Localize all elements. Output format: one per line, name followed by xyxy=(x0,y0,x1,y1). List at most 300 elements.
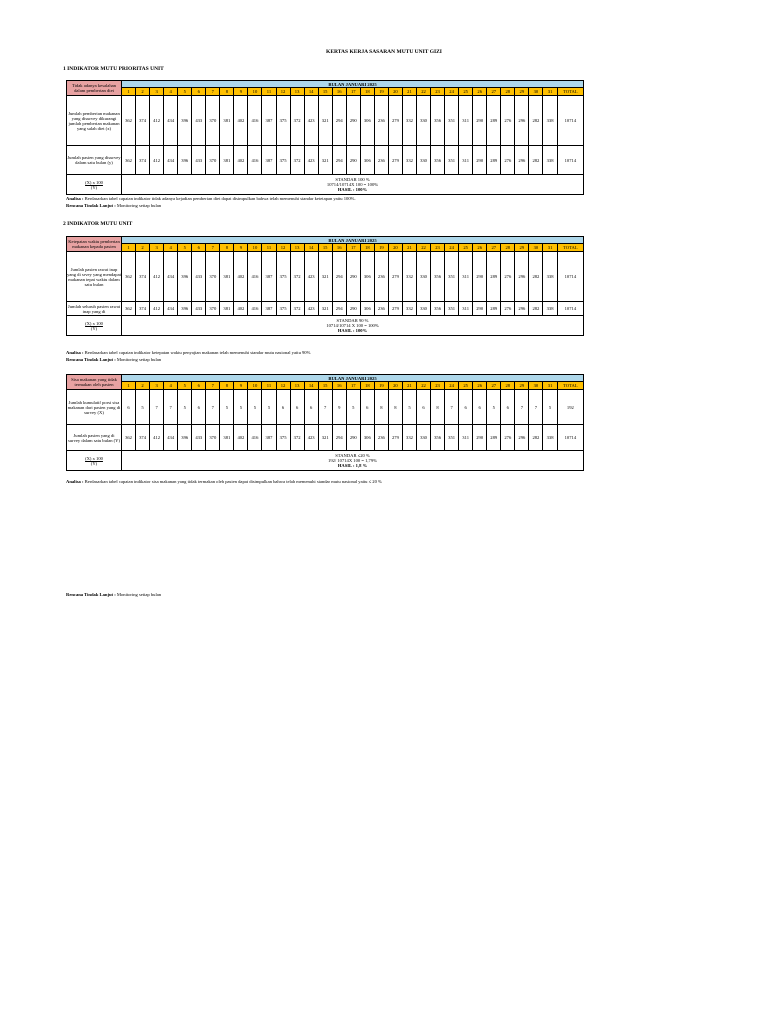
day-header: 29 xyxy=(515,382,529,390)
day-header: 3 xyxy=(150,382,164,390)
numerator-cell: 375 xyxy=(276,252,290,302)
denominator-cell: 294 xyxy=(332,302,346,316)
denominator-cell: 423 xyxy=(304,425,318,451)
numerator-cell: 351 xyxy=(445,96,459,146)
denominator-cell: 289 xyxy=(487,302,501,316)
numerator-cell: 294 xyxy=(332,252,346,302)
numerator-total: 10714 xyxy=(557,252,583,302)
day-header: 6 xyxy=(192,382,206,390)
day-header: 8 xyxy=(220,88,234,96)
numerator-cell: 7 xyxy=(164,390,178,425)
denominator-cell: 279 xyxy=(388,146,402,175)
day-header: 29 xyxy=(515,88,529,96)
day-header: 22 xyxy=(416,382,430,390)
numerator-cell: 5 xyxy=(136,390,150,425)
numerator-cell: 7 xyxy=(515,390,529,425)
numerator-cell: 362 xyxy=(122,96,136,146)
numerator-cell: 8 xyxy=(374,390,388,425)
day-header: 9 xyxy=(234,244,248,252)
numerator-cell: 375 xyxy=(276,96,290,146)
day-header: 5 xyxy=(178,88,192,96)
section-1-title: 1 INDIKATOR MUTU PRIORITAS UNIT xyxy=(63,66,164,72)
day-header: 10 xyxy=(248,382,262,390)
denominator-cell: 321 xyxy=(318,302,332,316)
numerator-cell: 5 xyxy=(178,390,192,425)
denominator-cell: 279 xyxy=(388,425,402,451)
day-header: 31 xyxy=(543,244,557,252)
standard: STANDAR ≤20 % xyxy=(335,453,370,458)
denominator-cell: 412 xyxy=(150,302,164,316)
numerator-cell: 290 xyxy=(346,96,360,146)
numerator-cell: 402 xyxy=(234,96,248,146)
numerator-cell: 372 xyxy=(290,252,304,302)
denominator-cell: 370 xyxy=(206,302,220,316)
day-header: 15 xyxy=(318,382,332,390)
numerator-cell: 434 xyxy=(164,252,178,302)
day-header: 13 xyxy=(290,88,304,96)
denominator-label: Jumlah pasien yang disurvey dalam satu bulan (y) xyxy=(67,146,122,175)
numerator-cell: 330 xyxy=(416,252,430,302)
denominator-cell: 375 xyxy=(276,425,290,451)
day-header: 10 xyxy=(248,88,262,96)
denominator-cell: 375 xyxy=(276,302,290,316)
numerator-cell: 279 xyxy=(388,96,402,146)
denominator-cell: 321 xyxy=(318,425,332,451)
denominator-cell: 362 xyxy=(122,146,136,175)
day-header: 9 xyxy=(234,88,248,96)
numerator-cell: 6 xyxy=(501,390,515,425)
day-header: 16 xyxy=(332,88,346,96)
numerator-cell: 370 xyxy=(206,252,220,302)
denominator-cell: 330 xyxy=(416,302,430,316)
numerator-cell: 387 xyxy=(262,252,276,302)
denominator-cell: 282 xyxy=(529,302,543,316)
denominator-cell: 362 xyxy=(122,302,136,316)
numerator-cell: 387 xyxy=(262,96,276,146)
day-header: 24 xyxy=(445,88,459,96)
day-header: 6 xyxy=(192,244,206,252)
numerator-cell: 290 xyxy=(346,252,360,302)
day-header: 27 xyxy=(487,88,501,96)
day-header: 17 xyxy=(346,88,360,96)
indicator-name: Ketepatan waktu pemberian makanan kepada pasien xyxy=(67,237,122,252)
denominator-cell: 412 xyxy=(150,146,164,175)
day-header: 28 xyxy=(501,244,515,252)
denominator-cell: 381 xyxy=(220,146,234,175)
indicator-3-table-wrap xyxy=(66,374,584,471)
denominator-cell: 375 xyxy=(276,146,290,175)
denominator-cell: 356 xyxy=(431,146,445,175)
denominator-cell: 402 xyxy=(234,425,248,451)
numerator-cell: 7 xyxy=(318,390,332,425)
denominator-cell: 306 xyxy=(360,302,374,316)
numerator-cell: 6 xyxy=(473,390,487,425)
denominator-cell: 321 xyxy=(318,146,332,175)
denominator-cell: 330 xyxy=(416,146,430,175)
denominator-cell: 356 xyxy=(431,302,445,316)
denominator-cell: 416 xyxy=(248,146,262,175)
denominator-cell: 423 xyxy=(304,146,318,175)
day-header: 2 xyxy=(136,244,150,252)
numerator-total: 192 xyxy=(557,390,583,425)
denominator-cell: 311 xyxy=(459,425,473,451)
day-header: 10 xyxy=(248,244,262,252)
day-header: 12 xyxy=(276,88,290,96)
day-header: 27 xyxy=(487,382,501,390)
numerator-cell: 276 xyxy=(501,252,515,302)
day-header: 13 xyxy=(290,244,304,252)
denominator-label: Jumlah pasien yang di survey dalam satu bulan (Y) xyxy=(67,425,122,451)
numerator-cell: 332 xyxy=(402,96,416,146)
denominator-cell: 294 xyxy=(332,146,346,175)
denominator-cell: 433 xyxy=(192,302,206,316)
denominator-cell: 416 xyxy=(248,302,262,316)
numerator-cell: 311 xyxy=(459,96,473,146)
day-header: 30 xyxy=(529,88,543,96)
numerator-cell: 289 xyxy=(487,252,501,302)
day-header: 4 xyxy=(164,244,178,252)
day-header: 28 xyxy=(501,382,515,390)
day-header: 25 xyxy=(459,88,473,96)
denominator-cell: 381 xyxy=(220,302,234,316)
numerator-cell: 370 xyxy=(206,96,220,146)
numerator-cell: 321 xyxy=(318,252,332,302)
numerator-cell: 332 xyxy=(402,252,416,302)
numerator-cell: 6 xyxy=(276,390,290,425)
denominator-cell: 338 xyxy=(543,146,557,175)
denominator-cell: 338 xyxy=(543,425,557,451)
day-header: 19 xyxy=(374,88,388,96)
denominator-cell: 433 xyxy=(192,146,206,175)
indicator-table xyxy=(66,236,584,336)
numerator-cell: 7 xyxy=(445,390,459,425)
numerator-label: Jumlah kumulatif porsi sisa makanan dari pasien yang di survey (X) xyxy=(67,390,122,425)
day-header: 18 xyxy=(360,88,374,96)
numerator-cell: 374 xyxy=(136,96,150,146)
month-header: BULAN JANUARI 2025 xyxy=(122,375,584,382)
denominator-cell: 311 xyxy=(459,302,473,316)
denominator-cell: 402 xyxy=(234,302,248,316)
denominator-total: 10714 xyxy=(557,146,583,175)
numerator-cell: 412 xyxy=(150,252,164,302)
day-header: 16 xyxy=(332,382,346,390)
day-header: 26 xyxy=(473,244,487,252)
numerator-cell: 282 xyxy=(529,96,543,146)
day-header: 14 xyxy=(304,244,318,252)
numerator-cell: 306 xyxy=(360,96,374,146)
day-header: 11 xyxy=(262,88,276,96)
day-header: 18 xyxy=(360,244,374,252)
denominator-cell: 290 xyxy=(346,146,360,175)
numerator-cell: 381 xyxy=(220,252,234,302)
day-header: 7 xyxy=(206,382,220,390)
denominator-cell: 374 xyxy=(136,146,150,175)
numerator-label: Jumlah pemberian makanan yang disurvey dikurangi jumlah pemberian makanan yang salah diet (x) xyxy=(67,96,122,146)
day-header: 13 xyxy=(290,382,304,390)
numerator-cell: 321 xyxy=(318,96,332,146)
calculation: 192/ 10714X 100 = 1,79% xyxy=(328,458,377,463)
day-header: 14 xyxy=(304,88,318,96)
formula: (X) x 100 (Y) xyxy=(67,175,122,195)
denominator-cell: 433 xyxy=(192,425,206,451)
numerator-cell: 433 xyxy=(192,96,206,146)
numerator-cell: 294 xyxy=(332,96,346,146)
day-header: 23 xyxy=(431,244,445,252)
numerator-cell: 374 xyxy=(136,252,150,302)
day-header: 19 xyxy=(374,382,388,390)
numerator-cell: 6 xyxy=(459,390,473,425)
day-header: 15 xyxy=(318,88,332,96)
footer-plan: Rencana Tindak Lanjut : Monitoring setiap bulan xyxy=(66,592,162,597)
day-header: 30 xyxy=(529,382,543,390)
denominator-cell: 362 xyxy=(122,425,136,451)
indicator-1-table-wrap xyxy=(66,80,584,195)
numerator-cell: 236 xyxy=(374,96,388,146)
denominator-cell: 276 xyxy=(501,146,515,175)
day-header: 8 xyxy=(220,244,234,252)
day-header: 23 xyxy=(431,382,445,390)
day-header: 21 xyxy=(402,88,416,96)
day-header: 2 xyxy=(136,382,150,390)
result: HASIL : 100% xyxy=(337,187,368,192)
day-header: 7 xyxy=(206,244,220,252)
total-header: TOTAL xyxy=(557,244,583,252)
denominator-cell: 332 xyxy=(402,302,416,316)
numerator-cell: 5 xyxy=(402,390,416,425)
denominator-cell: 434 xyxy=(164,425,178,451)
numerator-cell: 290 xyxy=(473,252,487,302)
numerator-cell: 434 xyxy=(164,96,178,146)
analysis-2: Analisa : Berdasarkan tabel capaian indikator ketepatan waktu penyajian makanan telah memenuhi standar mutu nasional yaitu 90% xyxy=(66,350,311,355)
denominator-cell: 434 xyxy=(164,146,178,175)
numerator-cell: 9 xyxy=(332,390,346,425)
day-header: 19 xyxy=(374,244,388,252)
day-header: 27 xyxy=(487,244,501,252)
day-header: 21 xyxy=(402,382,416,390)
numerator-cell: 276 xyxy=(501,96,515,146)
numerator-cell: 296 xyxy=(515,96,529,146)
day-header: 5 xyxy=(178,382,192,390)
section-2-title: 2 INDIKATOR MUTU UNIT xyxy=(63,221,133,227)
numerator-cell: 423 xyxy=(304,252,318,302)
day-header: 4 xyxy=(164,88,178,96)
day-header: 24 xyxy=(445,244,459,252)
numerator-cell: 416 xyxy=(248,96,262,146)
denominator-cell: 306 xyxy=(360,425,374,451)
standard-result xyxy=(122,175,584,195)
denominator-cell: 356 xyxy=(431,425,445,451)
day-header: 22 xyxy=(416,244,430,252)
denominator-cell: 332 xyxy=(402,425,416,451)
day-header: 6 xyxy=(192,88,206,96)
analysis-3: Analisa : Berdasarkan tabel capaian indikator sisa makanan yang tidak termakan oleh pasien dapat disimpulkan bahwa telah memenuhi standar mutu nasional yaitu ≤ 20 % xyxy=(66,479,382,484)
denominator-cell: 396 xyxy=(178,425,192,451)
denominator-cell: 372 xyxy=(290,146,304,175)
day-header: 31 xyxy=(543,382,557,390)
numerator-cell: 423 xyxy=(304,96,318,146)
denominator-cell: 296 xyxy=(515,146,529,175)
day-header: 22 xyxy=(416,88,430,96)
numerator-cell: 416 xyxy=(248,252,262,302)
numerator-total: 10714 xyxy=(557,96,583,146)
indicator-2-table-wrap xyxy=(66,236,584,336)
day-header: 26 xyxy=(473,88,487,96)
numerator-cell: 5 xyxy=(220,390,234,425)
day-header: 2 xyxy=(136,88,150,96)
denominator-cell: 370 xyxy=(206,425,220,451)
denominator-cell: 351 xyxy=(445,146,459,175)
denominator-cell: 311 xyxy=(459,146,473,175)
numerator-cell: 396 xyxy=(178,96,192,146)
numerator-cell: 290 xyxy=(473,96,487,146)
denominator-cell: 412 xyxy=(150,425,164,451)
day-header: 4 xyxy=(164,382,178,390)
day-header: 5 xyxy=(178,244,192,252)
denominator-cell: 290 xyxy=(346,302,360,316)
numerator-cell: 412 xyxy=(150,96,164,146)
denominator-cell: 402 xyxy=(234,146,248,175)
numerator-cell: 396 xyxy=(178,252,192,302)
day-header: 1 xyxy=(122,88,136,96)
denominator-total: 10714 xyxy=(557,302,583,316)
numerator-cell: 338 xyxy=(543,96,557,146)
denominator-cell: 370 xyxy=(206,146,220,175)
denominator-cell: 306 xyxy=(360,146,374,175)
denominator-cell: 351 xyxy=(445,302,459,316)
denominator-cell: 338 xyxy=(543,302,557,316)
denominator-cell: 236 xyxy=(374,425,388,451)
denominator-cell: 387 xyxy=(262,425,276,451)
denominator-cell: 236 xyxy=(374,302,388,316)
numerator-cell: 282 xyxy=(529,252,543,302)
denominator-cell: 332 xyxy=(402,146,416,175)
numerator-cell: 338 xyxy=(543,252,557,302)
day-header: 21 xyxy=(402,244,416,252)
page-title: KERTAS KERJA SASARAN MUTU UNIT GIZI xyxy=(326,49,442,55)
result: HASIL : 100% xyxy=(337,328,368,333)
denominator-label: Jumlah seluruh pasien rawat inap yang di xyxy=(67,303,121,314)
numerator-cell: 7 xyxy=(206,390,220,425)
day-header: 15 xyxy=(318,244,332,252)
denominator-cell: 290 xyxy=(473,425,487,451)
denominator-cell: 282 xyxy=(529,425,543,451)
numerator-cell: 6 xyxy=(304,390,318,425)
denominator-cell: 290 xyxy=(346,425,360,451)
indicator-name: Sisa makanan yang tidak termakan oleh pasien xyxy=(67,375,122,390)
numerator-cell: 5 xyxy=(234,390,248,425)
denominator-cell: 296 xyxy=(515,425,529,451)
denominator-cell: 374 xyxy=(136,425,150,451)
denominator-cell: 236 xyxy=(374,146,388,175)
day-header: 12 xyxy=(276,382,290,390)
day-header: 12 xyxy=(276,244,290,252)
numerator-cell: 306 xyxy=(360,252,374,302)
numerator-cell: 7 xyxy=(150,390,164,425)
numerator-cell: 236 xyxy=(374,252,388,302)
result: HASIL : 1,8 % xyxy=(337,463,368,468)
denominator-cell: 434 xyxy=(164,302,178,316)
day-header: 20 xyxy=(388,88,402,96)
numerator-cell: 5 xyxy=(262,390,276,425)
day-header: 24 xyxy=(445,382,459,390)
day-header: 25 xyxy=(459,382,473,390)
numerator-cell: 351 xyxy=(445,252,459,302)
calculation: 10714/10714X 100 = 100% xyxy=(326,182,379,187)
day-header: 17 xyxy=(346,382,360,390)
denominator-cell: 330 xyxy=(416,425,430,451)
plan-2: Rencana Tindak Lanjut : Monitoring setiap bulan xyxy=(66,357,162,362)
numerator-cell: 6 xyxy=(192,390,206,425)
numerator-cell: 5 xyxy=(248,390,262,425)
day-header: 3 xyxy=(150,244,164,252)
numerator-cell: 6 xyxy=(416,390,430,425)
denominator-cell: 296 xyxy=(515,302,529,316)
numerator-cell: 5 xyxy=(543,390,557,425)
denominator-cell: 396 xyxy=(178,146,192,175)
day-header: 26 xyxy=(473,382,487,390)
denominator-cell: 387 xyxy=(262,302,276,316)
day-header: 18 xyxy=(360,382,374,390)
indicator-table xyxy=(66,374,584,471)
numerator-cell: 381 xyxy=(220,96,234,146)
total-header: TOTAL xyxy=(557,382,583,390)
day-header: 14 xyxy=(304,382,318,390)
numerator-cell: 8 xyxy=(388,390,402,425)
numerator-cell: 296 xyxy=(515,252,529,302)
standard: STANDAR 90 % xyxy=(336,318,369,323)
denominator-cell: 372 xyxy=(290,302,304,316)
numerator-cell: 8 xyxy=(431,390,445,425)
numerator-cell: 362 xyxy=(122,252,136,302)
standard-result xyxy=(122,316,584,336)
plan-1: Rencana Tindak Lanjut : Monitoring setiap bulan xyxy=(66,203,162,208)
month-header: BULAN JANUARI 2025 xyxy=(122,237,584,244)
day-header: 25 xyxy=(459,244,473,252)
numerator-cell: 6 xyxy=(360,390,374,425)
formula: (X) x 100 (Y) xyxy=(67,316,122,336)
day-header: 7 xyxy=(206,88,220,96)
standard: STANDAR 100 % xyxy=(335,177,370,182)
day-header: 3 xyxy=(150,88,164,96)
numerator-cell: 372 xyxy=(290,96,304,146)
indicator-name: Tidak adanya kesalahan dalam pemberian diet xyxy=(67,81,122,96)
denominator-cell: 294 xyxy=(332,425,346,451)
denominator-total: 10714 xyxy=(557,425,583,451)
numerator-cell: 330 xyxy=(416,96,430,146)
denominator-cell: 276 xyxy=(501,302,515,316)
numerator-cell: 356 xyxy=(431,96,445,146)
day-header: 20 xyxy=(388,382,402,390)
day-header: 1 xyxy=(122,244,136,252)
denominator-cell: 423 xyxy=(304,302,318,316)
day-header: 28 xyxy=(501,88,515,96)
denominator-cell: 282 xyxy=(529,146,543,175)
analysis-1: Analisa : Berdasarkan tabel capaian indikator tidak adanya kejadian pemberian diet dapat disimpulkan bahwa telah memenuhi standar ketetapan yaitu 100%. xyxy=(66,196,356,201)
numerator-cell: 6 xyxy=(290,390,304,425)
numerator-label: Jumlah pasien rawat inap yang di srvey yang mendapat makanan tepat waktu dalam satu bulan xyxy=(67,252,122,302)
denominator-cell: 381 xyxy=(220,425,234,451)
calculation: 10714/10714 X 100 = 100% xyxy=(326,323,379,328)
numerator-cell: 6 xyxy=(122,390,136,425)
numerator-cell: 7 xyxy=(529,390,543,425)
denominator-cell: 351 xyxy=(445,425,459,451)
numerator-cell: 289 xyxy=(487,96,501,146)
numerator-cell: 402 xyxy=(234,252,248,302)
numerator-cell: 5 xyxy=(346,390,360,425)
denominator-cell: 396 xyxy=(178,302,192,316)
denominator-cell: 276 xyxy=(501,425,515,451)
denominator-cell: 372 xyxy=(290,425,304,451)
